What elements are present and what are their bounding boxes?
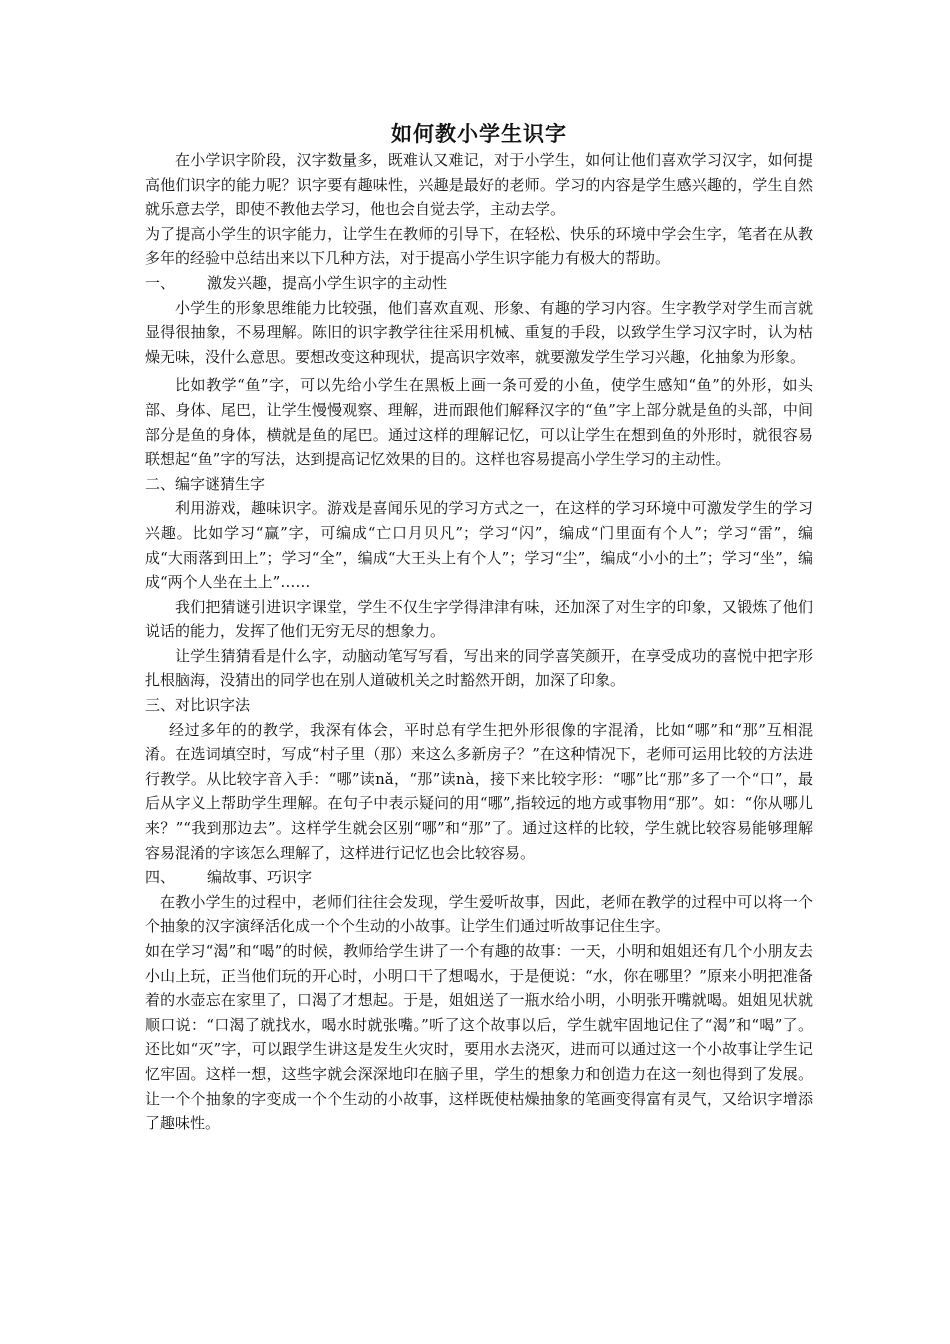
section-heading-1	[145, 271, 813, 296]
section-2-paragraph-3: 让学生猜猜看是什么字，动脑动笔写写看，写出来的同学喜笑颜开，在享受成功的喜悦中把字形扎根脑海，没猜出的同学也在别人道破机关之时豁然开朗，加深了印象。	[145, 646, 813, 690]
section-title: 编字谜猜生字	[175, 474, 266, 493]
section-heading-3	[145, 693, 813, 718]
section-number: 一、	[145, 273, 176, 292]
document-title: 如何教小学生识字	[391, 121, 567, 146]
section-2-paragraph-2: 我们把猜谜引进识字课堂，学生不仅生字学得津津有味，还加深了对生字的印象，又锻炼了他们说话的能力，发挥了他们无穷无尽的想象力。	[145, 597, 813, 641]
section-heading-4	[145, 865, 813, 890]
document-page	[145, 120, 813, 1136]
section-4-paragraph-1: 在教小学生的过程中，老师们往往会发现，学生爱听故事，因此，老师在教学的过程中可以将一个个抽象的汉字演绎活化成一个个生动的小故事。让学生们通过听故事记住生字。	[145, 892, 813, 936]
section-3-paragraph-1: 经过多年的的教学，我深有体会，平时总有学生把外形很像的字混淆，比如“哪”和“那”互相混淆。在选词填空时，写成“村子里（那）来这么多新房子？”在这种情况下，老师可运用比较的方法进行教学。从比较字音入手：“哪”读nǎ，“那”读nà，接下来比较字形：“哪”比“那”多了一个“口”，最后从字义上帮助学生理解。在句子中表示疑问的用“哪”,指较远的地方或事物用“那”。如：“你从哪儿来？”“我到那边去”。这样学生就会区别“哪”和“那”了。通过这样的比较，学生就比较容易能够理解容易混淆的字该怎么理解了，这样进行记忆也会比较容易。	[145, 720, 813, 862]
section-1-paragraph-2: 比如教学“鱼”字，可以先给小学生在黑板上画一条可爱的小鱼，使学生感知“鱼”的外形，如头部、身体、尾巴，让学生慢慢观察、理解，进而跟他们解释汉字的“鱼”字上部分就是鱼的头部，中间部分是鱼的身体，横就是鱼的尾巴。通过这样的理解记忆，可以让学生在想到鱼的外形时，就很容易联想起“鱼”字的写法，达到提高记忆效果的目的。这样也容易提高小学生学习的主动性。	[145, 376, 813, 469]
section-1-paragraph-1: 小学生的形象思维能力比较强，他们喜欢直观、形象、有趣的学习内容。生字教学对学生而言就显得很抽象，不易理解。陈旧的识字教学往往采用机械、重复的手段，以致学生学习汉字时，认为枯燥无味，没什么意思。要想改变这种现状，提高识字效率，就要激发学生学习兴趣，化抽象为形象。	[145, 298, 813, 366]
intro-paragraph-2: 为了提高小学生的识字能力，让学生在教师的引导下，在轻松、快乐的环境中学会生字，笔者在从教多年的经验中总结出来以下几种方法，对于提高小学生识字能力有极大的帮助。	[145, 224, 813, 268]
section-title: 编故事、巧识字	[207, 868, 313, 887]
section-title: 激发兴趣，提高小学生识字的主动性	[207, 273, 448, 292]
section-heading-2	[145, 472, 813, 497]
section-title: 对比识字法	[175, 696, 251, 715]
section-2-paragraph-1: 利用游戏，趣味识字。游戏是喜闻乐见的学习方式之一，在这样的学习环境中可激发学生的学习兴趣。比如学习“赢”字，可编成“亡口月贝凡”；学习“闪”，编成“门里面有个人”；学习“雷”，编成“大雨落到田上”；学习“全”，编成“大王头上有个人”；学习“尘”，编成“小小的土”；学习“坐”，编成“两个人坐在土上”……	[145, 499, 813, 592]
section-number: 三、	[145, 696, 176, 715]
intro-paragraph-1: 在小学识字阶段，汉字数量多，既难认又难记，对于小学生，如何让他们喜欢学习汉字，如何提高他们识字的能力呢？识字要有趣味性，兴趣是最好的老师。学习的内容是学生感兴趣的，学生自然就乐意去学，即使不教他去学习，他也会自觉去学，主动去学。	[145, 151, 813, 219]
section-number: 二、	[145, 474, 176, 493]
section-4-paragraph-2: 如在学习“渴”和“喝”的时候，教师给学生讲了一个有趣的故事：一天，小明和姐姐还有几个小朋友去小山上玩，正当他们玩的开心时，小明口干了想喝水，于是便说：“水，你在哪里？”原来小明把准备着的水壶忘在家里了，口渴了才想起。于是，姐姐送了一瓶水给小明，小明张开嘴就喝。姐姐见状就顺口说：“口渴了就找水，喝水时就张嘴。”听了这个故事以后，学生就牢固地记住了“渴”和“喝”了。还比如“灭”字，可以跟学生讲这是发生火灾时，要用水去浇灭，进而可以通过这一个小故事让学生记忆牢固。这样一想，这些字就会深深地印在脑子里，学生的想象力和创造力在这一刻也得到了发展。让一个个抽象的字变成一个个生动的小故事，这样既使枯燥抽象的笔画变得富有灵气，又给识字增添了趣味性。	[145, 942, 813, 1133]
section-number: 四、	[145, 868, 176, 887]
